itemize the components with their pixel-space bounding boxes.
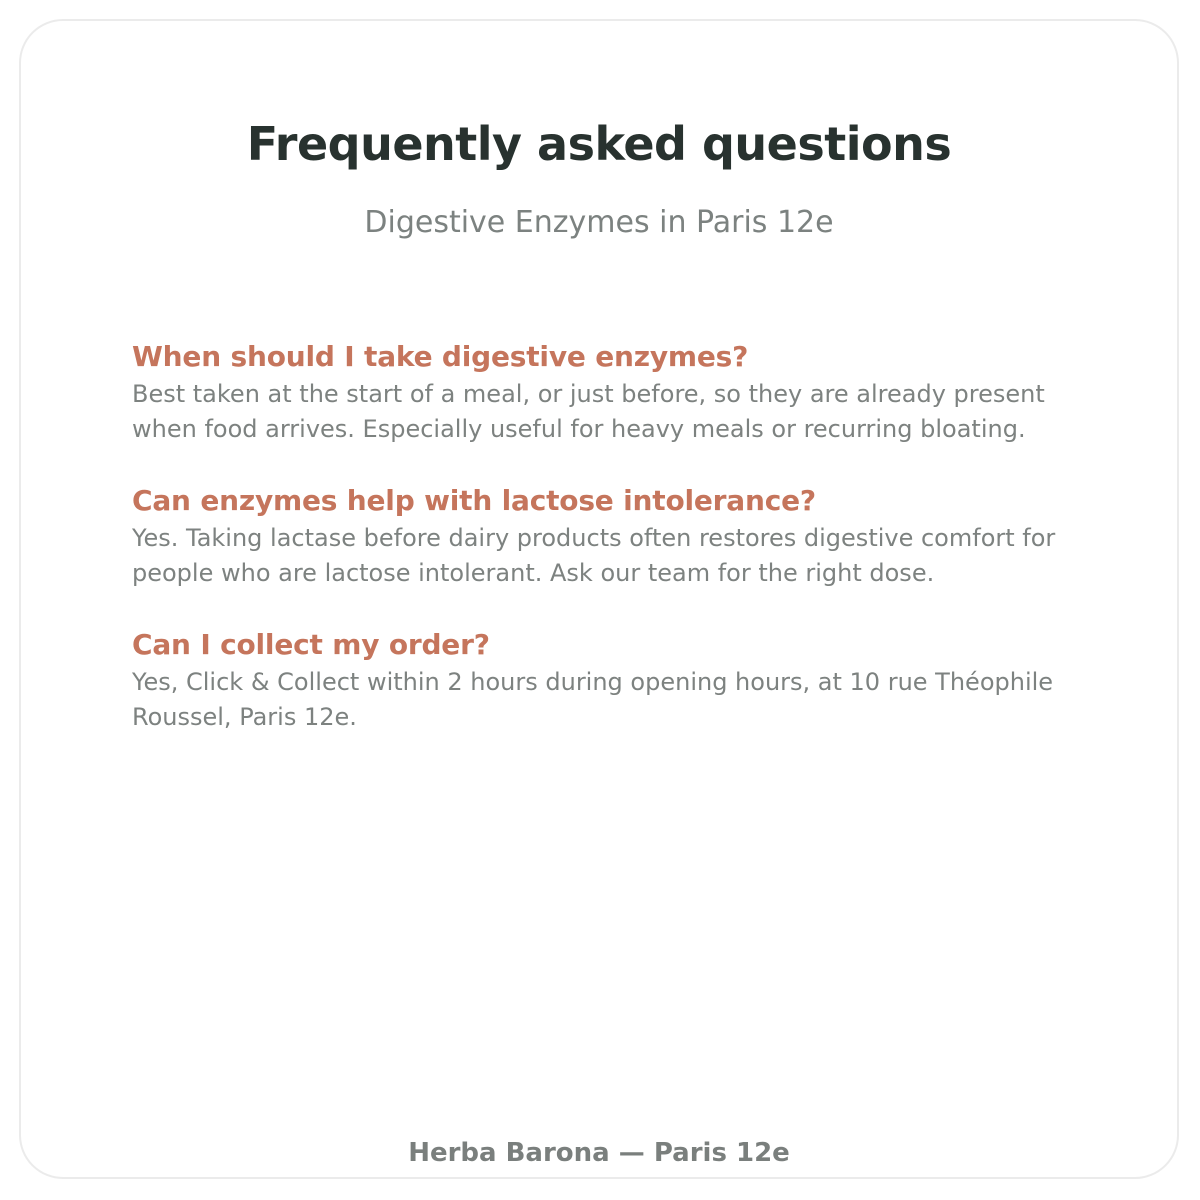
page-subtitle: Digestive Enzymes in Paris 12e [364, 205, 834, 240]
faq-item-collect-order [132, 625, 1112, 735]
faq-answer: Yes, Click & Collect within 2 hours during opening hours, at 10 rue Théophile Roussel, Paris 12e. [132, 668, 1054, 731]
faq-item-lactose [132, 481, 1112, 591]
faq-question: Can enzymes help with lactose intolerance? [132, 484, 816, 517]
faq-question: When should I take digestive enzymes? [132, 340, 749, 373]
faq-card [19, 19, 1179, 1179]
footer-brand: Herba Barona — Paris 12e [408, 1138, 790, 1168]
faq-list [132, 337, 1112, 769]
faq-answer: Yes. Taking lactase before dairy products often restores digestive comfort for people who are lactose intolerant. Ask our team for the right dose. [132, 524, 1056, 587]
faq-question: Can I collect my order? [132, 628, 490, 661]
faq-answer: Best taken at the start of a meal, or just before, so they are already present when food arrives. Especially useful for heavy meals or recurring bloating. [132, 380, 1045, 443]
page-title: Frequently asked questions [246, 117, 952, 171]
faq-item-take-enzymes [132, 337, 1112, 447]
